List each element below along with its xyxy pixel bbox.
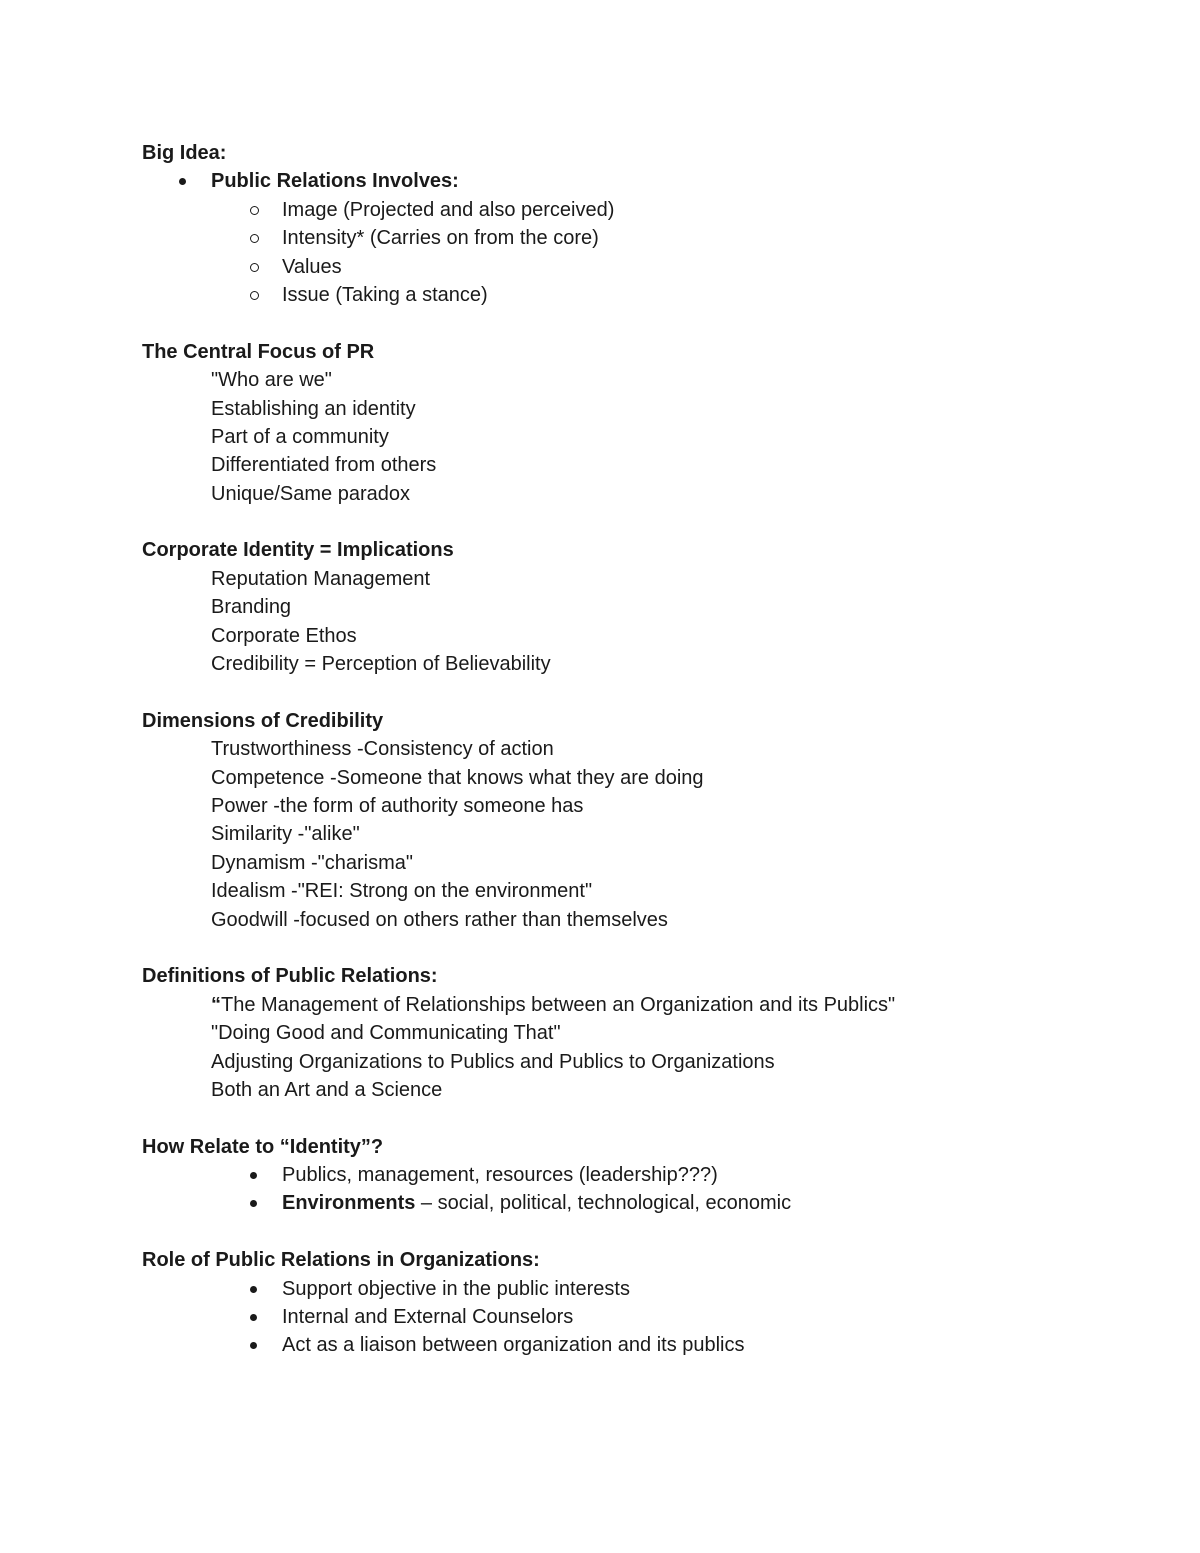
definition-text: The Management of Relationships between an Organization and its Publics": [221, 993, 896, 1016]
opening-quote-mark: “: [211, 993, 221, 1016]
bullet-item: [142, 1331, 1122, 1359]
indented-line: Part of a community: [211, 425, 389, 448]
bullet-dot-icon: [179, 178, 186, 185]
bullet-text: Publics, management, resources (leadership???): [282, 1164, 718, 1187]
bullet-text: Support objective in the public interests: [282, 1277, 630, 1300]
bullet-dot-icon: [250, 1286, 257, 1293]
section-heading-role: Role of Public Relations in Organizations:: [142, 1249, 540, 1272]
bullet-dot-icon: [250, 1314, 257, 1321]
hollow-circle-bullet-icon: [250, 206, 259, 215]
hollow-circle-bullet-icon: [250, 263, 259, 272]
section-heading-corporate-identity: Corporate Identity = Implications: [142, 539, 454, 562]
indented-line: "Who are we": [211, 369, 332, 392]
sub-bullet-item: [142, 196, 1122, 224]
bullet-item: [142, 1303, 1122, 1331]
indented-line: Both an Art and a Science: [211, 1078, 443, 1101]
bullet-item: [142, 167, 1122, 195]
bullet-text: Act as a liaison between organization and its publics: [282, 1334, 745, 1357]
indented-line: [142, 991, 1122, 1019]
section-heading-big-idea: Big Idea:: [142, 142, 227, 164]
indented-line: Reputation Management: [211, 567, 431, 590]
bullet-item: [142, 1189, 1122, 1217]
indented-line: Goodwill -focused on others rather than themselves: [211, 908, 668, 931]
indented-line: Similarity -"alike": [211, 823, 360, 846]
hollow-circle-bullet-icon: [250, 234, 259, 243]
bullet-text: Internal and External Counselors: [282, 1306, 574, 1329]
indented-line: Unique/Same paradox: [211, 482, 411, 505]
blank-line: [142, 508, 1122, 536]
sub-bullet-text: Intensity* (Carries on from the core): [282, 227, 599, 250]
document-body: [142, 139, 1122, 1360]
bullet-text: – social, political, technological, economic: [415, 1192, 792, 1215]
bullet-text: Public Relations Involves:: [211, 170, 459, 193]
bullet-bold-term: Environments: [282, 1192, 416, 1215]
blank-line: [142, 1104, 1122, 1132]
bullet-dot-icon: [250, 1200, 257, 1207]
section-heading-central-focus: The Central Focus of PR: [142, 340, 375, 363]
indented-line: Differentiated from others: [211, 454, 437, 477]
indented-line: Power -the form of authority someone has: [211, 794, 584, 817]
blank-line: [142, 678, 1122, 706]
indented-line: Branding: [211, 596, 292, 619]
indented-line: Corporate Ethos: [211, 624, 357, 647]
sub-bullet-text: Image (Projected and also perceived): [282, 198, 615, 221]
indented-line: Adjusting Organizations to Publics and Publics to Organizations: [211, 1050, 775, 1073]
indented-line: Competence -Someone that knows what they are doing: [211, 766, 704, 789]
sub-bullet-item: [142, 281, 1122, 309]
indented-line: Idealism -"REI: Strong on the environment": [211, 880, 593, 903]
blank-line: [142, 934, 1122, 962]
bullet-item: [142, 1275, 1122, 1303]
bullet-dot-icon: [250, 1172, 257, 1179]
bullet-dot-icon: [250, 1342, 257, 1349]
sub-bullet-text: Issue (Taking a stance): [282, 283, 488, 306]
section-heading-dimensions: Dimensions of Credibility: [142, 709, 384, 732]
indented-line: Credibility = Perception of Believability: [211, 653, 551, 676]
section-heading-relate-identity: How Relate to “Identity”?: [142, 1135, 384, 1158]
section-heading-definitions: Definitions of Public Relations:: [142, 965, 438, 988]
sub-bullet-item: [142, 224, 1122, 252]
sub-bullet-text: Values: [282, 255, 342, 278]
hollow-circle-bullet-icon: [250, 291, 259, 300]
blank-line: [142, 1218, 1122, 1246]
bullet-item: [142, 1161, 1122, 1189]
blank-line: [142, 309, 1122, 337]
indented-line: Dynamism -"charisma": [211, 851, 414, 874]
sub-bullet-item: [142, 253, 1122, 281]
indented-line: Trustworthiness -Consistency of action: [211, 738, 554, 761]
indented-line: Establishing an identity: [211, 397, 416, 420]
indented-line: "Doing Good and Communicating That": [211, 1022, 561, 1045]
